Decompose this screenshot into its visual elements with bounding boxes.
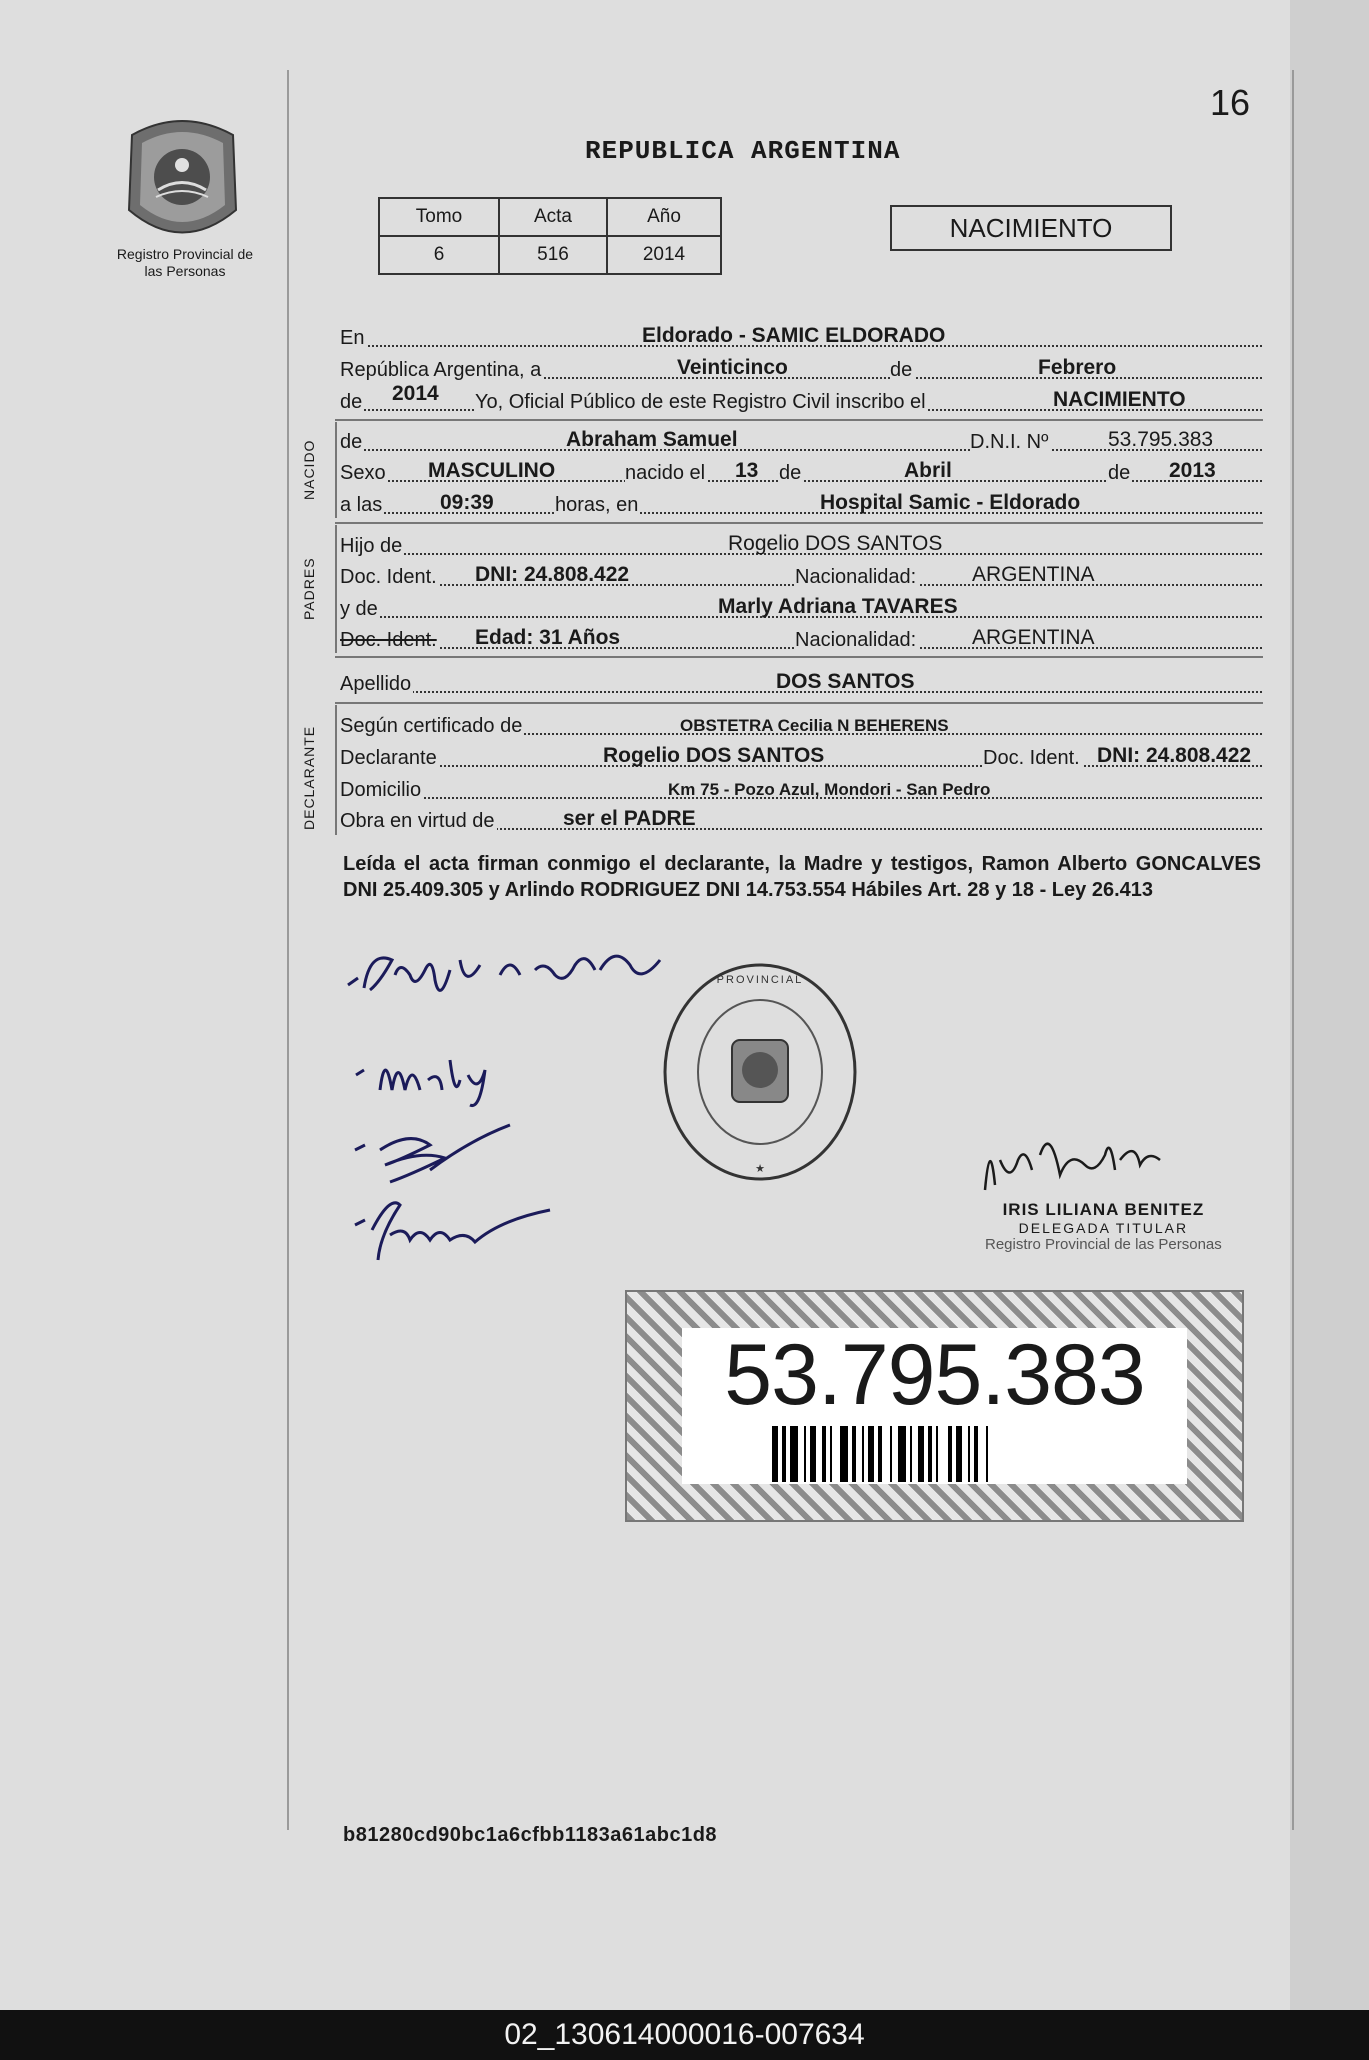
barcode-bar <box>830 1426 832 1482</box>
line-date <box>340 352 1262 382</box>
label-father-doc: Doc. Ident. <box>340 566 437 588</box>
barcode-bar <box>986 1426 988 1482</box>
value-place: Eldorado - SAMIC ELDORADO <box>642 324 946 347</box>
line-obra <box>340 803 1262 833</box>
label-obra: Obra en virtud de <box>340 810 495 832</box>
left-margin-line <box>287 70 289 1830</box>
label-dni: D.N.I. Nº <box>970 431 1049 453</box>
document-type-box: NACIMIENTO <box>890 205 1172 251</box>
value-declarante: Rogelio DOS SANTOS <box>603 744 825 767</box>
official-role: DELEGADA TITULAR <box>1018 1220 1189 1236</box>
label-declarante-doc: Doc. Ident. <box>983 747 1080 769</box>
label-republica: República Argentina, a <box>340 359 542 381</box>
value-mother-name: Marly Adriana TAVARES <box>718 595 958 618</box>
value-father-doc: DNI: 24.808.422 <box>475 563 630 586</box>
line-nacido-name <box>340 424 1262 454</box>
logo-caption: Registro Provincial de las Personas <box>116 246 254 279</box>
label-a-las: a las <box>340 494 383 516</box>
page-number: 16 <box>1210 82 1251 123</box>
label-de-year: de <box>1108 462 1131 484</box>
barcode-bar <box>862 1426 864 1482</box>
label-declarante: Declarante <box>340 747 437 769</box>
header-acta: Acta <box>499 198 607 236</box>
svg-text:★: ★ <box>755 1163 765 1175</box>
label-oficial: Yo, Oficial Público de este Registro Civil inscribo el <box>475 391 926 413</box>
barcode-bar <box>840 1426 848 1482</box>
label-apellido: Apellido <box>340 673 412 695</box>
document-title: REPUBLICA ARGENTINA <box>585 136 901 166</box>
header-tomo: Tomo <box>379 198 499 236</box>
signature-madre <box>350 1040 510 1110</box>
header-ano: Año <box>607 198 721 236</box>
registry-table <box>378 197 722 275</box>
official-name: IRIS LILIANA BENITEZ <box>1002 1200 1205 1219</box>
barcode-bar <box>868 1426 874 1482</box>
barcode-bars <box>772 1426 1102 1482</box>
value-tomo: 6 <box>379 236 499 274</box>
official-signature-block <box>985 1200 1222 1253</box>
closing-statement: Leída el acta firman conmigo el declarante, la Madre y testigos, Ramon Alberto GONCALVES DNI 25.409.305 y Arlindo RODRIGUEZ DNI 14.753.554 Hábiles Art. 28 y 18 - Ley 26.413 <box>343 853 1261 901</box>
label-y-de: y de <box>340 598 378 620</box>
barcode-bar <box>974 1426 978 1482</box>
barcode-bar <box>790 1426 798 1482</box>
barcode-bar <box>804 1426 806 1482</box>
value-father-nat: ARGENTINA <box>972 563 1095 586</box>
barcode-bar <box>910 1426 912 1482</box>
value-ano: 2014 <box>607 236 721 274</box>
label-hijo-de: Hijo de <box>340 535 403 557</box>
value-day: Veinticinco <box>677 356 788 379</box>
label-de2: de <box>340 391 363 413</box>
barcode-bar <box>852 1426 856 1482</box>
barcode-bar <box>782 1426 786 1482</box>
section-label-nacido: NACIDO <box>301 439 317 500</box>
value-act: NACIMIENTO <box>1053 388 1186 411</box>
barcode-bar <box>936 1426 938 1482</box>
value-birth-place: Hospital Samic - Eldorado <box>820 491 1081 514</box>
value-mother-doc: Edad: 31 Años <box>475 626 621 649</box>
section-label-padres: PADRES <box>301 557 317 620</box>
barcode-bar <box>968 1426 970 1482</box>
value-sex: MASCULINO <box>428 459 556 482</box>
barcode-label <box>625 1290 1244 1522</box>
value-birth-year: 2013 <box>1169 459 1216 482</box>
barcode-bar <box>956 1426 962 1482</box>
value-birth-day: 13 <box>735 459 759 482</box>
value-year: 2014 <box>392 382 439 405</box>
label-domicilio: Domicilio <box>340 779 422 801</box>
value-mother-nat: ARGENTINA <box>972 626 1095 649</box>
value-father-name: Rogelio DOS SANTOS <box>728 532 943 555</box>
barcode-bar <box>772 1426 778 1482</box>
line-declarante <box>340 740 1262 770</box>
value-child-dni: 53.795.383 <box>1108 428 1214 451</box>
svg-text:PROVINCIAL: PROVINCIAL <box>716 974 804 986</box>
label-de-month: de <box>779 462 802 484</box>
line-year <box>340 384 1262 414</box>
label-horas-en: horas, en <box>555 494 639 516</box>
label-nacido-de: de <box>340 431 363 453</box>
value-apellido: DOS SANTOS <box>776 670 915 693</box>
value-certificado: OBSTETRA Cecilia N BEHERENS <box>680 716 949 735</box>
label-en: En <box>340 327 365 349</box>
signature-official <box>970 1115 1170 1195</box>
value-month: Febrero <box>1038 356 1117 379</box>
label-father-nat: Nacionalidad: <box>795 566 917 588</box>
official-registry: Registro Provincial de las Personas <box>985 1236 1222 1253</box>
label-mother-doc: Doc. Ident. <box>340 629 437 651</box>
line-nacido-sex <box>340 455 1262 485</box>
line-domicilio <box>340 772 1262 802</box>
barcode-bar <box>948 1426 952 1482</box>
line-mother <box>340 591 1262 621</box>
label-sexo: Sexo <box>340 462 386 484</box>
label-segun: Según certificado de <box>340 715 523 737</box>
line-certificado <box>340 708 1262 738</box>
barcode-bar <box>898 1426 906 1482</box>
value-declarante-doc: DNI: 24.808.422 <box>1097 744 1252 767</box>
line-father-doc <box>340 559 1262 589</box>
barcode-bar <box>810 1426 816 1482</box>
line-apellido <box>340 666 1262 696</box>
footer-code: 02_130614000016-007634 <box>0 2010 1369 2060</box>
signature-declarante <box>340 930 680 1010</box>
barcode-bar <box>822 1426 826 1482</box>
signature-testigo-1 <box>350 1120 520 1190</box>
line-father <box>340 528 1262 558</box>
label-mother-nat: Nacionalidad: <box>795 629 917 651</box>
value-domicilio: Km 75 - Pozo Azul, Mondori - San Pedro <box>668 780 991 799</box>
line-place <box>340 320 1262 350</box>
barcode-bar <box>878 1426 882 1482</box>
label-nacido-el: nacido el <box>625 462 706 484</box>
official-stamp <box>660 960 860 1185</box>
value-acta: 516 <box>499 236 607 274</box>
province-logo <box>120 115 245 250</box>
line-mother-doc <box>340 622 1262 652</box>
barcode-bar <box>890 1426 892 1482</box>
signature-testigo-2 <box>350 1190 560 1270</box>
value-child-name: Abraham Samuel <box>566 428 738 451</box>
value-birth-time: 09:39 <box>440 491 494 514</box>
barcode-number: 53.795.383 <box>724 1327 1145 1423</box>
document-hash: b81280cd90bc1a6cfbb1183a61abc1d8 <box>343 1824 718 1846</box>
label-de: de <box>890 359 913 381</box>
value-obra: ser el PADRE <box>563 807 696 830</box>
section-label-declarante: DECLARANTE <box>301 725 317 830</box>
line-nacido-time <box>340 487 1262 517</box>
right-margin-line <box>1292 70 1294 1830</box>
barcode-bar <box>928 1426 932 1482</box>
value-birth-month: Abril <box>904 459 952 482</box>
barcode-bar <box>918 1426 924 1482</box>
